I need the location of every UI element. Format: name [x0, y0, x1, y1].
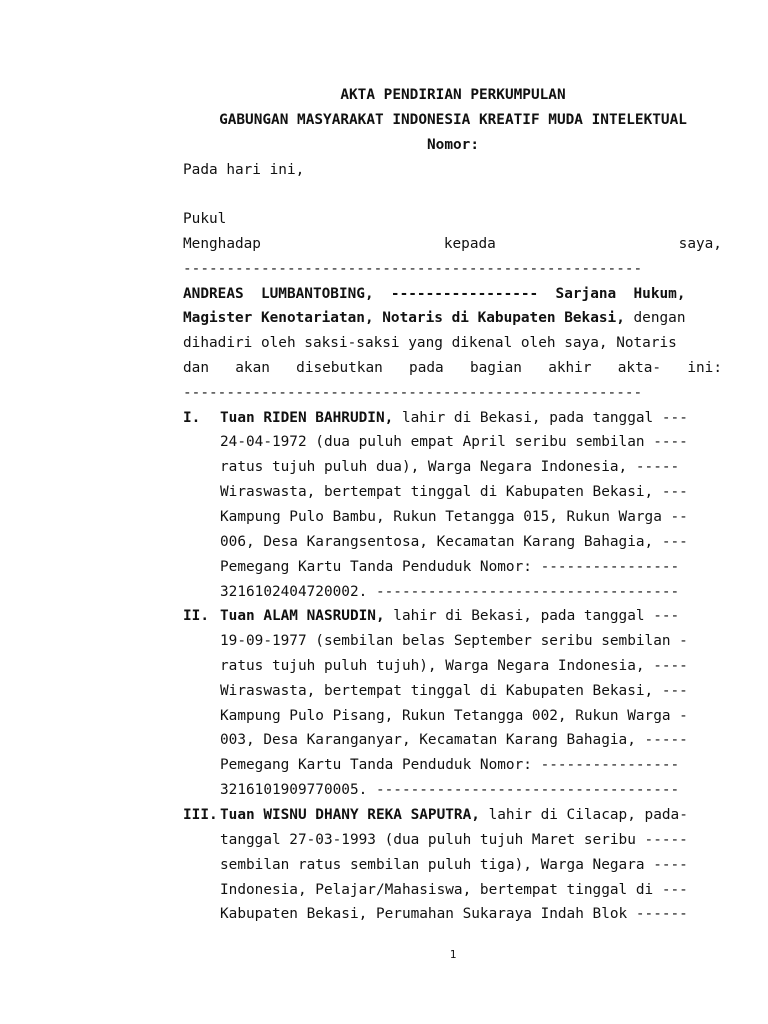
person-1-birth: lahir di Bekasi, pada tanggal ---: [393, 410, 688, 426]
separator-dashes: -----------------------------------------------------: [183, 261, 643, 277]
person-2-line: 3216101909770005. -----------------------------------: [220, 782, 680, 798]
word: disebutkan: [296, 360, 383, 376]
person-2-name: Tuan ALAM NASRUDIN,: [220, 608, 385, 624]
person-1-line: ratus tujuh puluh dua), Warga Negara Indonesia, -----: [220, 459, 680, 475]
word: akta-: [617, 360, 662, 376]
document-title: AKTA PENDIRIAN PERKUMPULAN: [340, 87, 566, 103]
person-2-line: 003, Desa Karanganyar, Kecamatan Karang Bahagia, -----: [220, 732, 688, 748]
mention-line: [183, 358, 722, 378]
person-2-line: Kampung Pulo Pisang, Rukun Tetangga 002, Rukun Warga -: [220, 708, 688, 724]
word: akan: [235, 360, 270, 376]
notary-title: Magister Kenotariatan, Notaris di Kabupaten Bekasi,: [183, 310, 625, 326]
person-3-name: Tuan WISNU DHANY REKA SAPUTRA,: [220, 807, 480, 823]
intro-time: Pukul: [183, 211, 227, 227]
person-3-first-line: [220, 805, 688, 825]
person-2-line: Wiraswasta, bertempat tinggal di Kabupaten Bekasi, ---: [220, 683, 688, 699]
person-2-birth: lahir di Bekasi, pada tanggal ---: [384, 608, 680, 624]
person-2-number: II.: [183, 608, 209, 624]
person-2-line: ratus tujuh puluh tujuh), Warga Negara Indonesia, ----: [220, 658, 688, 674]
person-1-line: Pemegang Kartu Tanda Penduduk Nomor: ----------------: [220, 559, 680, 575]
person-3-number: III.: [183, 807, 218, 823]
person-1-first-line: [220, 408, 688, 428]
person-1-line: 3216102404720002. -----------------------------------: [220, 584, 680, 600]
page-number: 1: [449, 948, 457, 961]
person-3-birth: lahir di Cilacap, pada-: [479, 807, 688, 823]
person-1-line: 24-04-1972 (dua puluh empat April seribu sembilan ----: [220, 434, 688, 450]
word: saya,: [678, 236, 722, 252]
witness-line: dihadiri oleh saksi-saksi yang dikenal oleh saya, Notaris: [183, 335, 677, 351]
person-1-name: Tuan RIDEN BAHRUDIN,: [220, 410, 394, 426]
word: kepada: [443, 236, 496, 252]
notary-title-line: [183, 308, 686, 328]
notary-name: ANDREAS LUMBANTOBING, ----------------- Sarjana Hukum,: [183, 286, 686, 302]
person-3-line: Kabupaten Bekasi, Perumahan Sukaraya Indah Blok ------: [220, 906, 688, 922]
word: bagian: [469, 360, 522, 376]
intro-day: Pada hari ini,: [183, 162, 305, 178]
person-3-line: Indonesia, Pelajar/Mahasiswa, bertempat tinggal di ---: [220, 882, 688, 898]
word: Menghadap: [183, 236, 261, 252]
person-1-line: Kampung Pulo Bambu, Rukun Tetangga 015, Rukun Warga --: [220, 509, 688, 525]
person-2-first-line: [220, 606, 679, 626]
person-1-number: I.: [183, 410, 201, 426]
word: dan: [183, 360, 209, 376]
person-3-line: tanggal 27-03-1993 (dua puluh tujuh Maret seribu -----: [220, 832, 688, 848]
deed-number-label: Nomor:: [427, 137, 479, 153]
separator-dashes: -----------------------------------------------------: [183, 385, 643, 401]
person-2-line: Pemegang Kartu Tanda Penduduk Nomor: ----------------: [220, 757, 680, 773]
word: ini:: [687, 360, 722, 376]
person-3-line: sembilan ratus sembilan puluh tiga), Warga Negara ----: [220, 857, 688, 873]
notary-title-rest: dengan: [624, 310, 686, 326]
person-1-line: 006, Desa Karangsentosa, Kecamatan Karang Bahagia, ---: [220, 534, 688, 550]
word: pada: [409, 360, 444, 376]
person-1-line: Wiraswasta, bertempat tinggal di Kabupaten Bekasi, ---: [220, 484, 688, 500]
organization-name: GABUNGAN MASYARAKAT INDONESIA KREATIF MUDA INTELEKTUAL: [219, 112, 687, 128]
person-2-line: 19-09-1977 (sembilan belas September seribu sembilan -: [220, 633, 688, 649]
word: akhir: [548, 360, 592, 376]
intro-appear-line: [183, 234, 722, 254]
